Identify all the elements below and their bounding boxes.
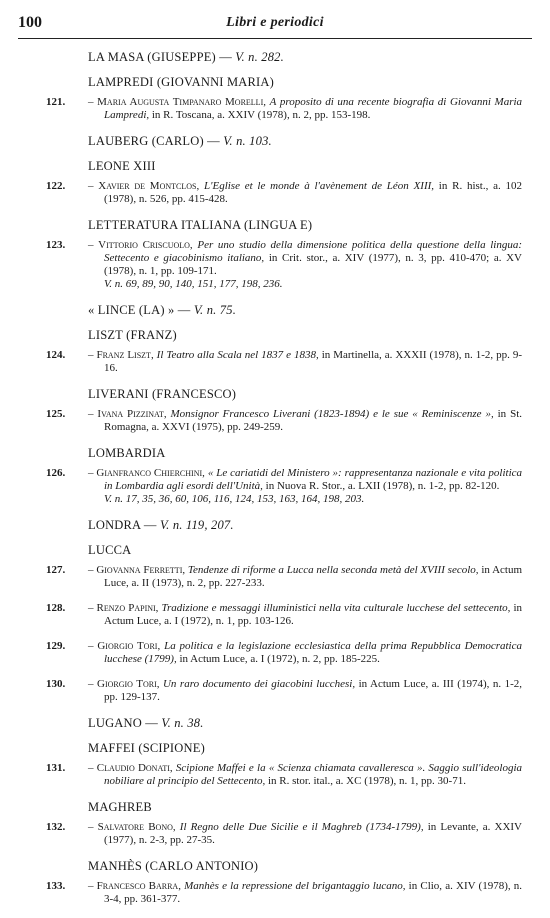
entry-number: 127.: [46, 564, 66, 576]
entry-number: 132.: [46, 821, 66, 833]
heading-text: LOMBARDIA: [88, 446, 166, 460]
entry-number: 126.: [46, 467, 66, 479]
subject-heading: [88, 159, 522, 174]
heading-text: LETTERATURA ITALIANA (LINGUA E): [88, 218, 313, 232]
page-number: 100: [18, 14, 42, 31]
entry-number: 131.: [46, 762, 66, 774]
entry-author: Salvatore Bono,: [97, 821, 176, 833]
entry-citation: – Giorgio Tori, La politica e la legislazione ecclesiastica della prima Repubblica Democratica lucchese (1799), in Actum Luce, a. I (1972), n. 2, pp. 185-225.: [88, 640, 522, 665]
entry-title: Un raro documento dei giacobini lucchesi,: [162, 678, 356, 690]
cross-reference-heading: LUGANO — V. n. 38.: [88, 716, 204, 730]
entry-source: in Actum Luce, a. III (1974), n. 1-2, pp. 129-137.: [104, 678, 523, 703]
heading-text: MAFFEI (SCIPIONE): [88, 741, 205, 755]
entry-source: in Actum Luce, a. I (1972), n. 2, pp. 185-225.: [179, 653, 380, 665]
subject-heading: [88, 218, 522, 233]
entry-author: Francesco Barra,: [96, 880, 181, 892]
see-reference: V. n. 103.: [223, 134, 272, 148]
entry-author: Maria Augusta Timpanaro Morelli,: [97, 96, 266, 108]
entry-author: Claudio Donati,: [96, 762, 173, 774]
entry-source: in Actum Luce, a. I (1972), n. 1, pp. 103-126.: [104, 602, 523, 627]
entry-author: Franz Liszt,: [96, 349, 154, 361]
bibliography-entry: [46, 762, 522, 788]
heading-text: « LINCE (LA) »: [88, 303, 175, 317]
subject-heading: [88, 543, 522, 558]
bibliography-entry: [46, 602, 522, 628]
entry-title: La politica e la legislazione ecclesiastica della prima Repubblica Democratica lucchese (1799),: [104, 640, 522, 665]
entry-citation: – Giovanna Ferretti, Tendenze di riforme a Lucca nella seconda metà del XVIII secolo, in Actum Luce, a. II (1973), n. 2, pp. 227-233.: [88, 564, 523, 589]
heading-text: LUGANO: [88, 716, 142, 730]
bibliography-list: [46, 50, 522, 918]
entry-source: in R. hist., a. 102 (1978), n. 526, pp. 415-428.: [104, 180, 523, 205]
subject-heading: [88, 75, 522, 90]
entry-title: Tendenze di riforme a Lucca nella seconda metà del XVIII secolo,: [187, 564, 479, 576]
entry-title: Manhès e la repressione del brigantaggio lucano,: [184, 880, 406, 892]
cross-reference-heading: « LINCE (LA) » — V. n. 75.: [88, 303, 237, 317]
heading-text: LISZT (FRANZ): [88, 328, 177, 342]
entry-see-also: V. n. 17, 35, 36, 60, 106, 116, 124, 153, 163, 164, 198, 203.: [104, 493, 365, 505]
entry-number: 133.: [46, 880, 66, 892]
running-title: Libri e periodici: [226, 15, 324, 30]
heading-text: LA MASA (GIUSEPPE): [88, 50, 216, 64]
see-reference: V. n. 75.: [193, 303, 237, 317]
subject-heading: [88, 387, 522, 402]
bibliography-entry: [46, 239, 522, 291]
bibliography-entry: [46, 880, 522, 906]
entry-source: in Levante, a. XXIV (1977), n. 2-3, pp. 27-35.: [104, 821, 522, 846]
bibliography-entry: [46, 96, 522, 122]
entry-title: A proposito di una recente biografia di Giovanni Maria Lampredi,: [104, 96, 523, 121]
bibliography-entry: [46, 408, 522, 434]
entry-author: Giovanna Ferretti,: [96, 564, 186, 576]
entry-title: Il Teatro alla Scala nel 1837 e 1838,: [156, 349, 319, 361]
entry-title: Scipione Maffei e la « Scienza chiamata cavalleresca ». Saggio sull'ideologia nobiliare al principio del Settecento,: [104, 762, 523, 787]
entry-title: L'Eglise et le monde à l'avènement de Léon XIII,: [204, 180, 435, 192]
entry-citation: – Salvatore Bono, Il Regno delle Due Sicilie e il Maghreb (1734-1799), in Levante, a. XXIV (1977), n. 2-3, pp. 27-35.: [88, 821, 522, 846]
entry-number: 124.: [46, 349, 66, 361]
page-header: [18, 14, 532, 36]
entry-number: 128.: [46, 602, 66, 614]
entry-source: in R. Toscana, a. XXIV (1978), n. 2, pp. 153-198.: [151, 109, 371, 121]
heading-text: LAMPREDI (GIOVANNI MARIA): [88, 75, 275, 89]
entry-number: 129.: [46, 640, 66, 652]
entry-citation: – Ivana Pizzinat, Monsignor Francesco Liverani (1823-1894) e le sue « Reminiscenze », in St. Romagna, a. XXVI (1975), pp. 249-259.: [88, 408, 523, 433]
bibliography-entry: [46, 640, 522, 666]
entry-see-also: V. n. 69, 89, 90, 140, 151, 177, 198, 236.: [104, 278, 283, 290]
entry-number: 121.: [46, 96, 66, 108]
entry-citation: – Xavier de Montclos, L'Eglise et le monde à l'avènement de Léon XIII, in R. hist., a. 102 (1978), n. 526, pp. 415-428.: [88, 180, 523, 205]
subject-heading: [88, 446, 522, 461]
entry-citation: – Franz Liszt, Il Teatro alla Scala nel 1837 e 1838, in Martinella, a. XXXII (1978), n. 1-2, pp. 9-16.: [88, 349, 522, 374]
heading-text: LUCCA: [88, 543, 132, 557]
entry-source: in Crit. stor., a. XIV (1977), n. 3, pp. 410-470; a. XV (1978), n. 1, pp. 109-171.: [104, 252, 522, 277]
heading-text: LAUBERG (CARLO): [88, 134, 204, 148]
entry-author: Ivana Pizzinat,: [97, 408, 167, 420]
entry-title: Il Regno delle Due Sicilie e il Maghreb (1734-1799),: [179, 821, 424, 833]
bibliography-entry: [46, 564, 522, 590]
entry-title: « Le cariatidi del Ministero »: rappresentanza nazionale e vita politica in Lombardia agli esordi dell'Unità,: [104, 467, 523, 492]
entry-author: Xavier de Montclos,: [98, 180, 200, 192]
entry-citation: – Renzo Papini, Tradizione e messaggi illuministici nella vita culturale lucchese del settecento, in Actum Luce, a. I (1972), n. 1, pp. 103-126.: [88, 602, 523, 627]
see-reference: V. n. 38.: [161, 716, 204, 730]
entry-author: Vittorio Criscuolo,: [98, 239, 193, 251]
bibliography-entry: [46, 678, 522, 704]
entry-citation: – Francesco Barra, Manhès e la repressione del brigantaggio lucano, in Clio, a. XIV (1978), n. 3-4, pp. 361-377.: [88, 880, 523, 905]
heading-text: LEONE XIII: [88, 159, 156, 173]
subject-heading: [88, 741, 522, 756]
heading-text: LONDRA: [88, 518, 141, 532]
subject-heading: [88, 328, 522, 343]
entry-citation: – Gianfranco Chierchini, « Le cariatidi del Ministero »: rappresentanza nazionale e vita politica in Lombardia agli esordi dell'Unità, in Nuova R. Stor., a. LXII (1978), n. 1-2, pp. 82-120.: [88, 467, 523, 492]
entry-citation: – Vittorio Criscuolo, Per uno studio della dimensione politica della questione della lingua: Settecento e giacobinismo italiano, in Crit. stor., a. XIV (1977), n. 3, pp. 410-470; a. XV (1978), n. 1, pp. 109-171.: [88, 239, 523, 277]
entry-author: Giorgio Tori,: [97, 678, 160, 690]
entry-source: in Nuova R. Stor., a. LXII (1978), n. 1-2, pp. 82-120.: [265, 480, 500, 492]
heading-text: LIVERANI (FRANCESCO): [88, 387, 237, 401]
cross-reference-heading: LAUBERG (CARLO) — V. n. 103.: [88, 134, 272, 148]
entry-title: Per uno studio della dimensione politica della questione della lingua: Settecento e giacobinismo italiano,: [104, 239, 523, 264]
header-rule: [18, 38, 532, 39]
entry-number: 123.: [46, 239, 66, 251]
entry-number: 130.: [46, 678, 66, 690]
bibliography-entry: [46, 180, 522, 206]
cross-reference-heading: LONDRA — V. n. 119, 207.: [88, 518, 234, 532]
bibliography-entry: [46, 467, 522, 506]
entry-source: in R. stor. ital., a. XC (1978), n. 1, pp. 30-71.: [267, 775, 466, 787]
entry-source: in Martinella, a. XXXII (1978), n. 1-2, pp. 9-16.: [104, 349, 522, 374]
subject-heading: [88, 859, 522, 874]
see-reference: V. n. 119, 207.: [159, 518, 234, 532]
entry-title: Monsignor Francesco Liverani (1823-1894) e le sue « Reminiscenze »,: [170, 408, 494, 420]
entry-title: Tradizione e messaggi illuministici nella vita culturale lucchese del settecento,: [161, 602, 511, 614]
heading-text: MANHÈS (CARLO ANTONIO): [88, 859, 259, 873]
heading-text: MAGHREB: [88, 800, 152, 814]
entry-source: in Clio, a. XIV (1978), n. 3-4, pp. 361-377.: [104, 880, 523, 905]
bibliography-entry: [46, 349, 522, 375]
entry-source: in St. Romagna, a. XXVI (1975), pp. 249-259.: [104, 408, 523, 433]
entry-author: Renzo Papini,: [96, 602, 159, 614]
entry-source: in Actum Luce, a. II (1973), n. 2, pp. 227-233.: [104, 564, 523, 589]
entry-citation: – Maria Augusta Timpanaro Morelli, A proposito di una recente biografia di Giovanni Maria Lampredi, in R. Toscana, a. XXIV (1978), n. 2, pp. 153-198.: [88, 96, 523, 121]
entry-citation: – Claudio Donati, Scipione Maffei e la « Scienza chiamata cavalleresca ». Saggio sull'ideologia nobiliare al principio del Settecento, in R. stor. ital., a. XC (1978), n. 1, pp. 30-71.: [88, 762, 523, 787]
entry-number: 125.: [46, 408, 66, 420]
see-reference: V. n. 282.: [235, 50, 284, 64]
entry-author: Giorgio Tori,: [97, 640, 161, 652]
entry-citation: – Giorgio Tori, Un raro documento dei giacobini lucchesi, in Actum Luce, a. III (1974), n. 1-2, pp. 129-137.: [88, 678, 523, 703]
subject-heading: [88, 800, 522, 815]
entry-number: 122.: [46, 180, 66, 192]
entry-author: Gianfranco Chierchini,: [96, 467, 205, 479]
cross-reference-heading: LA MASA (GIUSEPPE) — V. n. 282.: [88, 50, 284, 64]
bibliography-entry: [46, 821, 522, 847]
